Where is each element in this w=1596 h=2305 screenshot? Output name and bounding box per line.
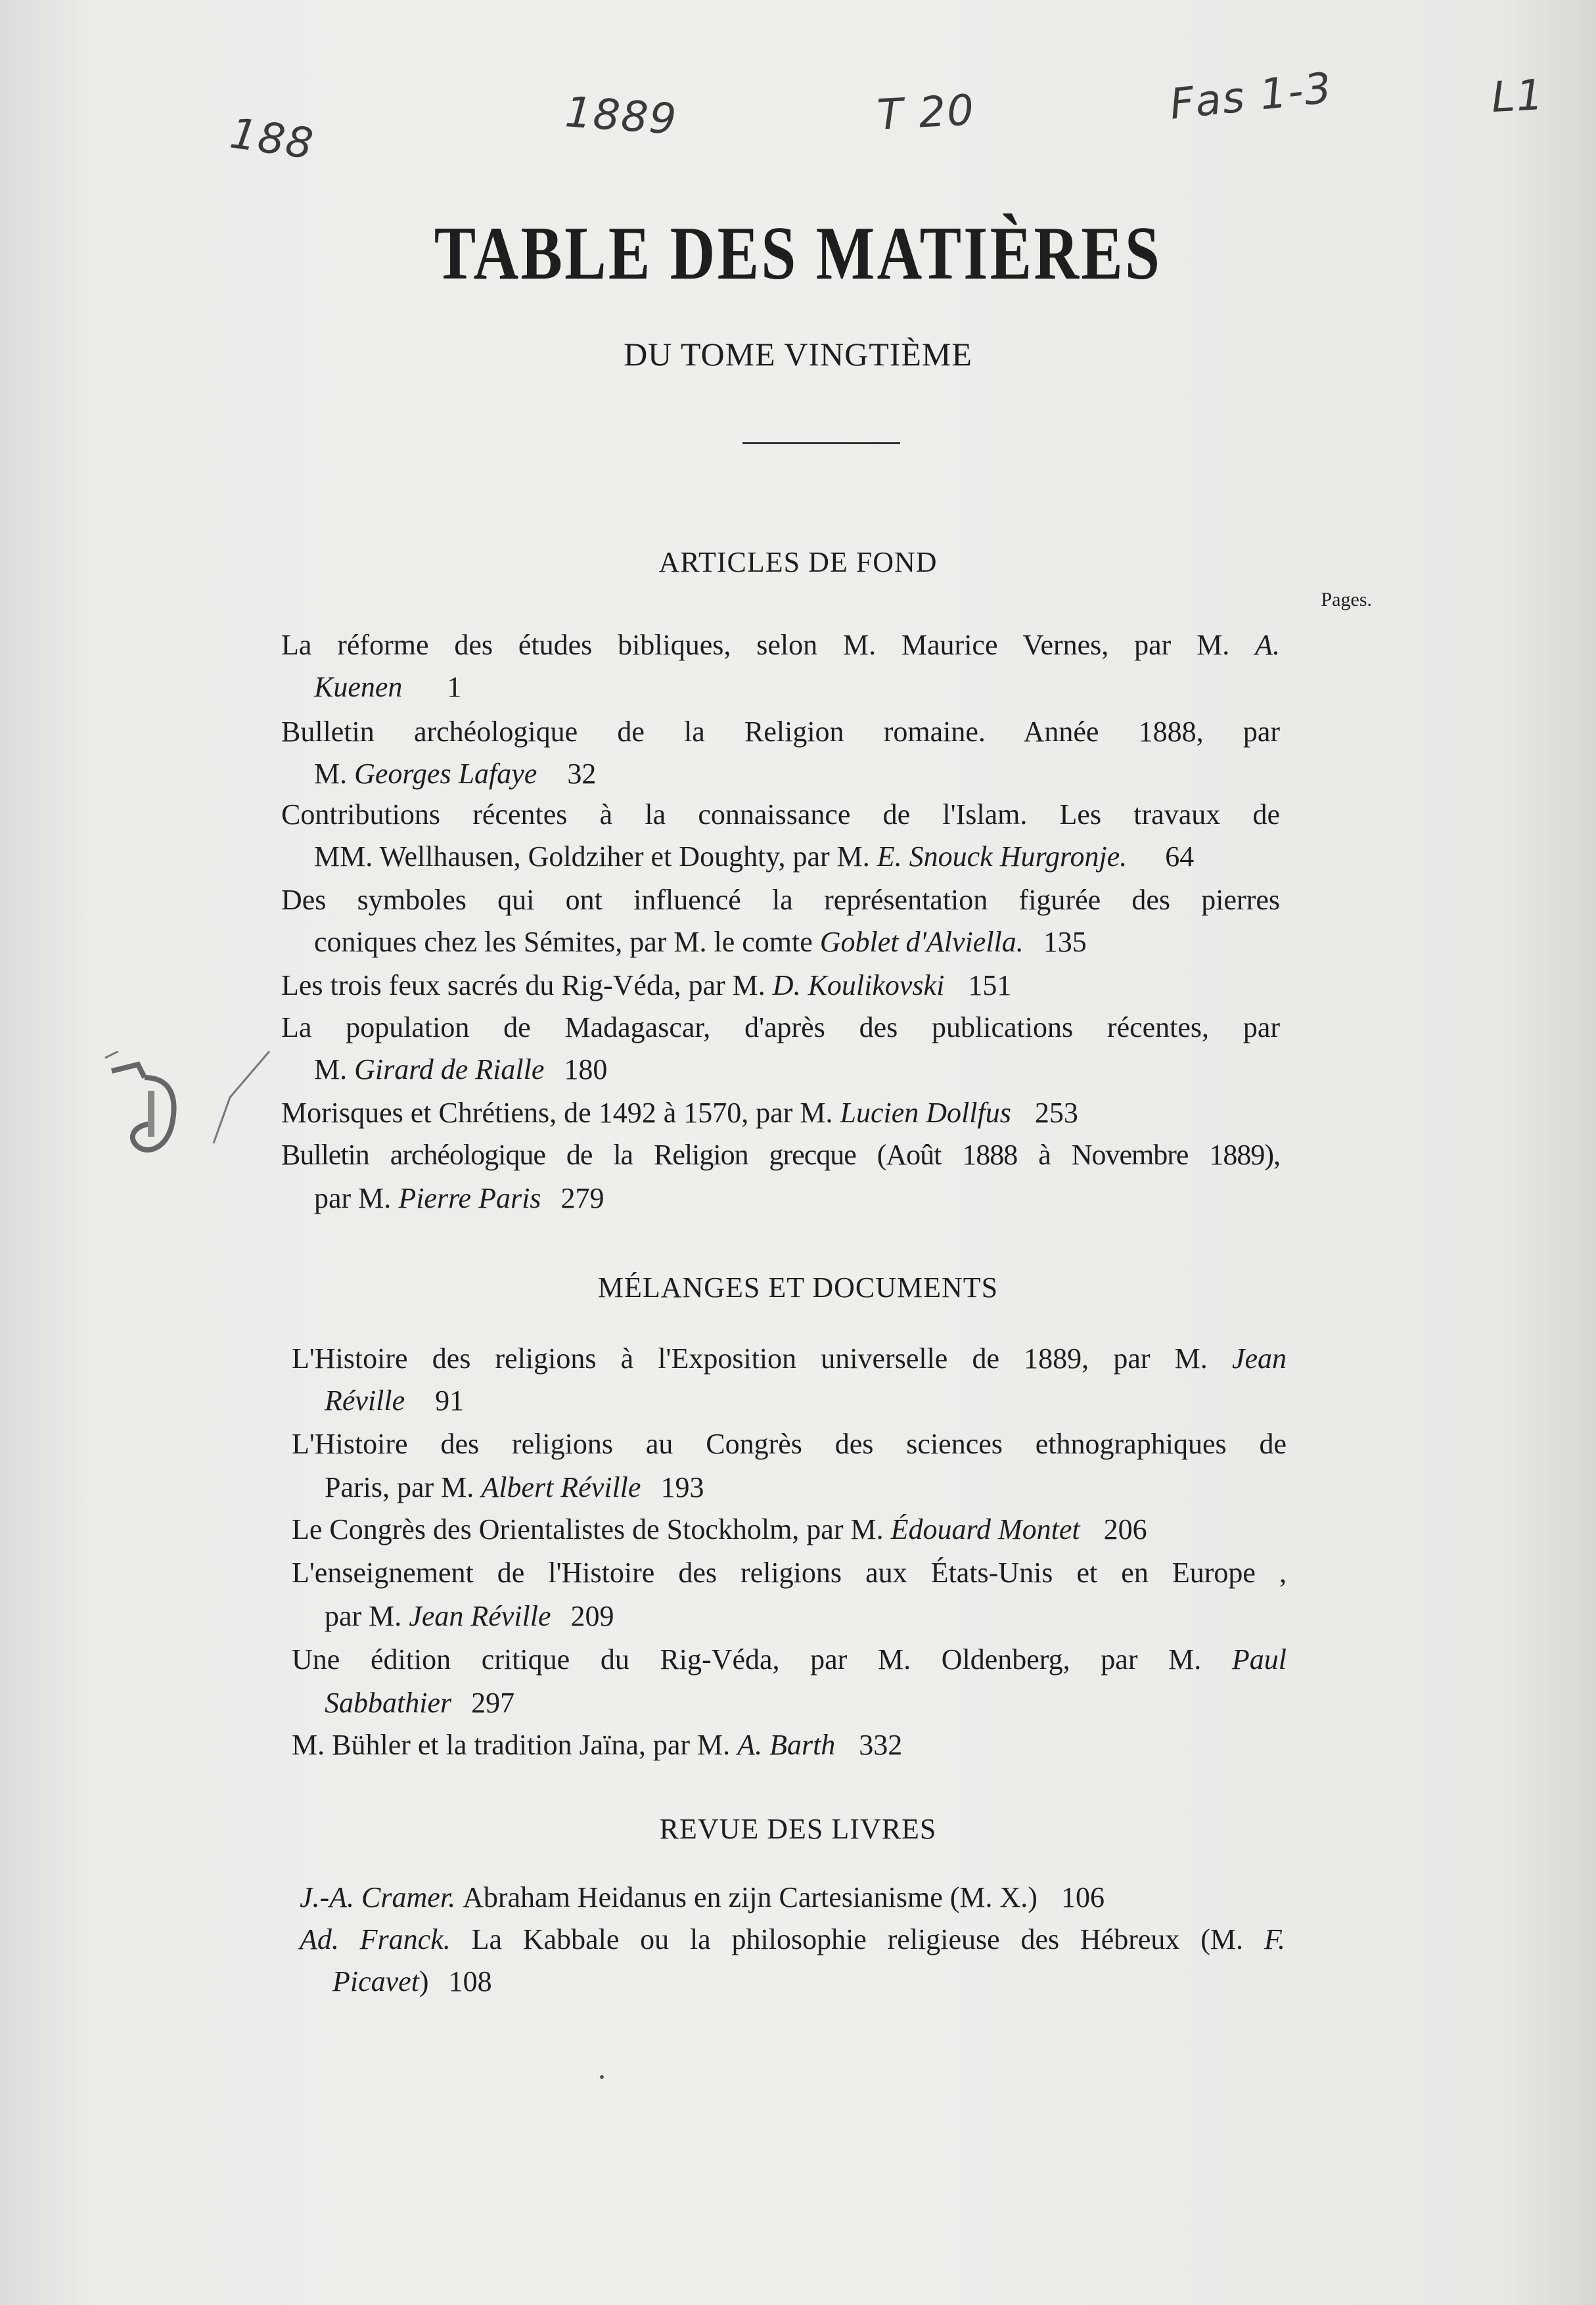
entry-page: 253	[1034, 1097, 1078, 1129]
entry-text: Les trois feux sacrés du Rig-Véda, par M.	[281, 969, 765, 1001]
entry-text: Des symboles qui ont influencé la représentation figurée des pierres	[281, 884, 1280, 916]
page-subtitle: DU TOME VINGTIÈME	[624, 336, 972, 373]
handwritten-mark: L1	[1490, 70, 1546, 123]
entry-page: 206	[1103, 1513, 1147, 1545]
entry-text: Bulletin archéologique de la Religion romaine. Année 1888, par	[281, 716, 1280, 748]
entry-page: 332	[859, 1729, 903, 1761]
entry-page: 1	[447, 671, 462, 703]
entry-author: J.-A. Cramer.	[300, 1881, 456, 1913]
margin-stamp-mark	[99, 1051, 296, 1202]
entry-text: MM. Wellhausen, Goldziher et Doughty, par M.	[314, 840, 870, 873]
entry-author: Ad. Franck.	[300, 1923, 451, 1955]
entry-text: Abraham Heidanus en zijn Cartesianisme (M. X.)	[463, 1881, 1037, 1913]
entry-text: par M.	[325, 1600, 402, 1632]
entry-page: 91	[435, 1384, 465, 1417]
entry-author: Kuenen	[314, 671, 403, 703]
handwritten-volume: T 20	[876, 86, 976, 140]
handwritten-year: 1889	[563, 88, 679, 145]
entry-author: E. Snouck Hurgronje.	[877, 840, 1128, 873]
entry-page: 193	[660, 1471, 704, 1503]
entry-text: M. Bühler et la tradition Jaïna, par M.	[292, 1729, 731, 1761]
entry-page: 180	[564, 1053, 608, 1085]
section-heading-articles: ARTICLES DE FOND	[658, 546, 938, 578]
entry-text: M.	[314, 758, 348, 790]
entry-text: coniques chez les Sémites, par M. le comte	[314, 926, 813, 958]
entry-author: Goblet d'Alviella.	[819, 926, 1024, 958]
section-heading-melanges: MÉLANGES ET DOCUMENTS	[597, 1271, 999, 1304]
entry-author: Georges Lafaye	[354, 758, 537, 790]
entry-author: Paul	[1231, 1643, 1287, 1676]
entry-text: L'Histoire des religions à l'Exposition universelle de 1889, par M.	[292, 1342, 1208, 1375]
entry-text: L'Histoire des religions au Congrès des sciences ethnographiques de	[292, 1428, 1287, 1460]
entry-text: )	[419, 1965, 429, 1997]
entry-page: 151	[968, 969, 1012, 1001]
entry-page: 209	[570, 1600, 614, 1632]
handwritten-catalog-number: 188	[227, 109, 317, 170]
entry-page: 64	[1165, 840, 1195, 873]
page-title: TABLE DES MATIÈRES	[434, 212, 1162, 296]
entry-text: La Kabbale ou la philosophie religieuse des Hébreux (M.	[471, 1923, 1243, 1955]
entry-author: F.	[1264, 1923, 1286, 1955]
entry-author: Picavet	[332, 1965, 419, 1997]
entry-text: La population de Madagascar, d'après des publications récentes, par	[281, 1011, 1280, 1043]
entry-text: M.	[314, 1053, 348, 1085]
entry-author: A.	[1255, 629, 1280, 661]
entry-page: 297	[471, 1687, 515, 1719]
entry-page: 108	[448, 1965, 492, 1997]
entry-author: Girard de Rialle	[354, 1053, 545, 1085]
entry-text: La réforme des études bibliques, selon M. Maurice Vernes, par M.	[281, 629, 1230, 661]
entry-author: A. Barth	[737, 1729, 836, 1761]
entry-page: 279	[560, 1182, 604, 1214]
entry-text: L'enseignement de l'Histoire des religions aux États-Unis et en Europe ,	[292, 1557, 1287, 1589]
entry-text: Paris, par M.	[325, 1471, 474, 1503]
entry-text: Contributions récentes à la connaissance de l'Islam. Les travaux de	[281, 798, 1280, 831]
entry-page: 32	[567, 758, 597, 790]
title-divider	[742, 442, 900, 444]
entry-text: Morisques et Chrétiens, de 1492 à 1570, par M.	[281, 1097, 833, 1129]
entry-text: Le Congrès des Orientalistes de Stockholm, par M.	[292, 1513, 884, 1545]
entry-text: Une édition critique du Rig-Véda, par M. Oldenberg, par M.	[292, 1643, 1202, 1676]
entry-page: 135	[1043, 926, 1087, 958]
pages-column-label: Pages.	[1321, 589, 1372, 610]
entry-author: D. Koulikovski	[772, 969, 945, 1001]
section-heading-revue: REVUE DES LIVRES	[659, 1813, 937, 1845]
entry-author: Réville	[325, 1384, 405, 1417]
entry-text: par M.	[314, 1182, 392, 1214]
entry-author: Albert Réville	[481, 1471, 641, 1503]
entry-author: Lucien Dollfus	[840, 1097, 1011, 1129]
paper-speck	[600, 2075, 604, 2079]
entry-author: Jean Réville	[409, 1600, 551, 1632]
entry-text: Bulletin archéologique de la Religion grecque (Août 1888 à Novembre 1889),	[281, 1139, 1280, 1171]
entry-author: Pierre Paris	[398, 1182, 541, 1214]
entry-author: Sabbathier	[325, 1687, 452, 1719]
handwritten-fascicle: Fas 1-3	[1167, 64, 1335, 129]
entry-author: Jean	[1231, 1342, 1287, 1375]
entry-page: 106	[1060, 1881, 1105, 1913]
entry-author: Édouard Montet	[890, 1513, 1080, 1545]
